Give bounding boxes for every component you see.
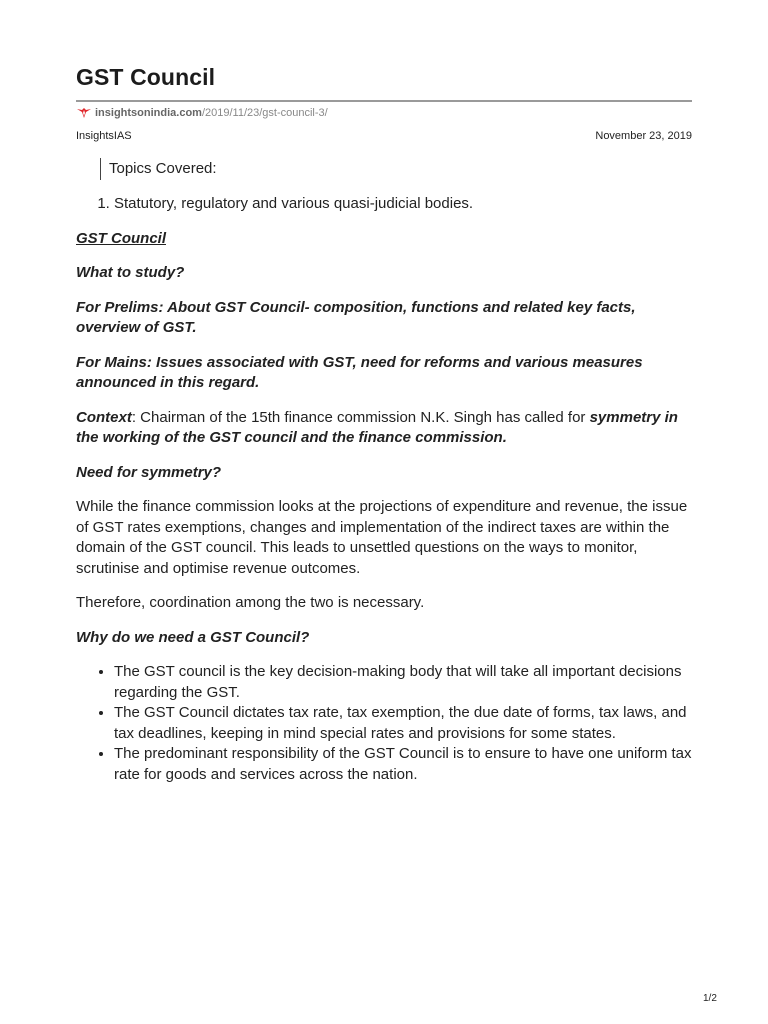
need-heading: Need for symmetry? [76,463,222,481]
topics-quote: Topics Covered: [100,158,692,180]
why-heading: Why do we need a GST Council? [76,628,310,646]
prelims-text: For Prelims: About GST Council- composition, functions and related key facts, overview of GST. [76,298,636,336]
context-text: : Chairman of the 15th finance commission N.K. Singh has called for [131,408,590,426]
context-paragraph [76,408,692,449]
mains-text: For Mains: Issues associated with GST, need for reforms and various measures announced in this regard. [76,353,643,391]
page-title: GST Council [76,64,216,90]
context-label: Context [76,408,132,426]
title-divider [76,100,692,102]
why-item: • The GST Council dictates tax rate, tax exemption, the due date of forms, tax laws, and tax deadlines, keeping in mind special rates and provisions for some states. [114,703,692,744]
section-title: GST Council [76,229,166,247]
source-url[interactable] [76,107,328,119]
meta-row [76,130,692,142]
topic-item: 1. Statutory, regulatory and various quasi-judicial bodies. [114,194,692,215]
page-number: 1/2 [703,993,717,1004]
publish-date: November 23, 2019 [595,130,692,142]
need-paragraph: While the finance commission looks at the projections of expenditure and revenue, the issue of GST rates exemptions, changes and implementation of the indirect taxes are within the domain of the GST council. This leads to unsettled questions on the ways to monitor, scrutinise and optimise revenue outcomes. [76,498,688,577]
why-item: • The predominant responsibility of the GST Council is to ensure to have one uniform tax rate for goods and services across the nation. [114,744,692,785]
topics-list [76,194,692,215]
insights-logo-icon [76,107,92,119]
what-to-study-heading: What to study? [76,264,185,281]
therefore-paragraph: Therefore, coordination among the two is necessary. [76,594,425,611]
source-domain[interactable]: insightsonindia.com [95,107,202,119]
why-list [76,662,692,785]
author: InsightsIAS [76,130,132,142]
article-body [76,158,692,785]
source-path[interactable]: /2019/11/23/gst-council-3/ [201,107,328,119]
context-emphasis: symmetry in the working of the GST council and the finance commission. [76,408,678,446]
why-item: • The GST council is the key decision-making body that will take all important decisions regarding the GST. [114,662,692,703]
